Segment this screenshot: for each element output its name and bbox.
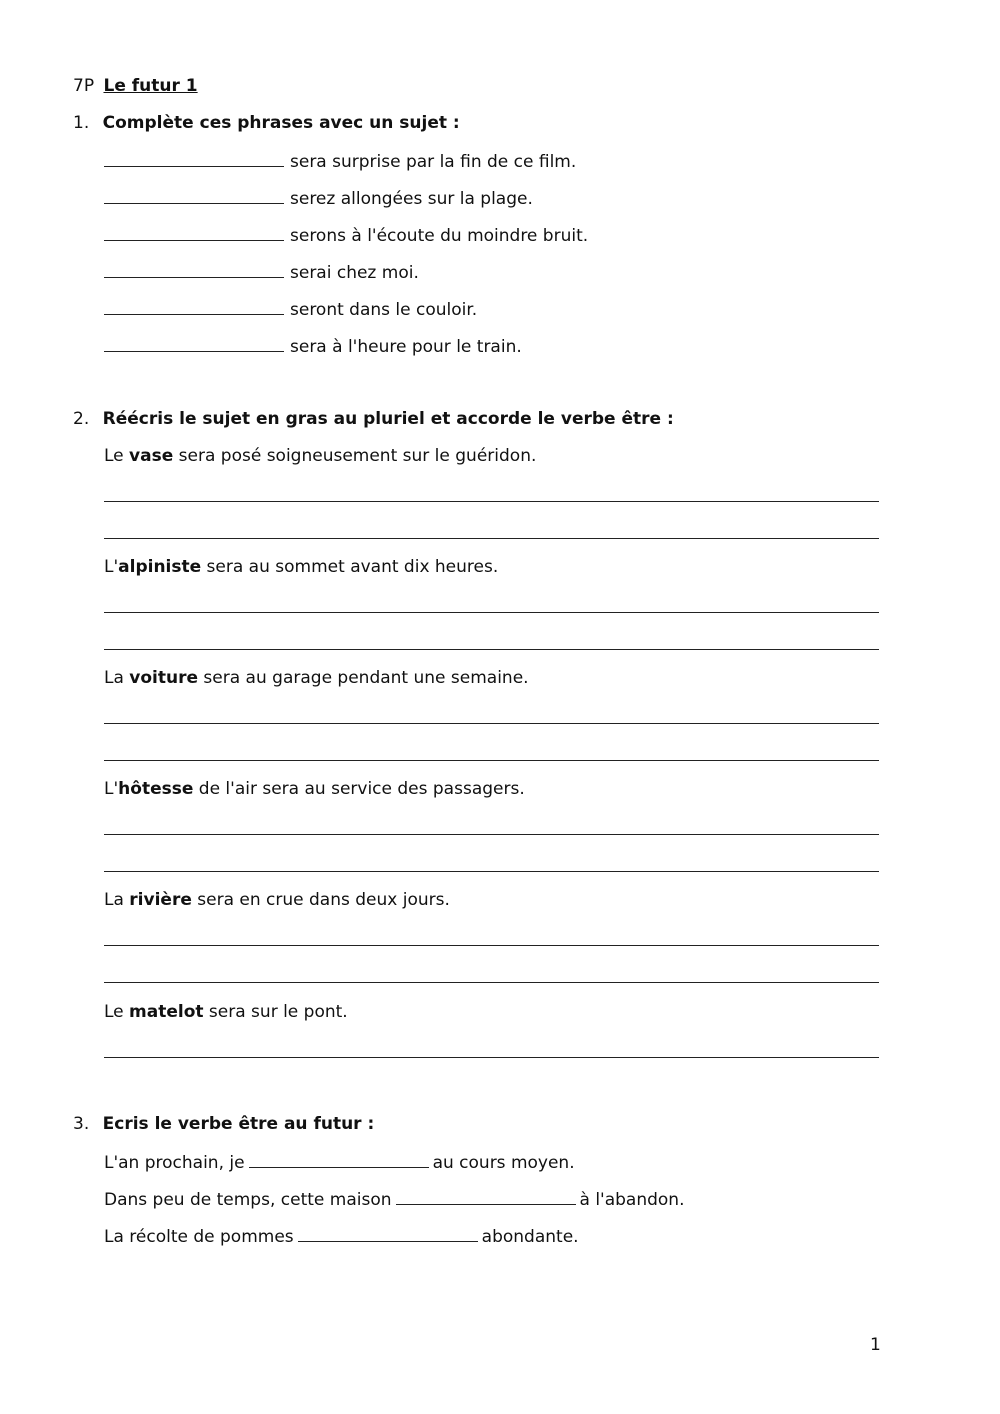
worksheet-title: Le futur 1 — [103, 76, 198, 96]
bold-subject: vase — [129, 446, 174, 466]
sentence-text: abondante. — [481, 1227, 579, 1247]
level-label: 7P — [73, 76, 95, 96]
sentence-text: seront dans le couloir. — [290, 300, 478, 320]
answer-line[interactable] — [104, 538, 879, 539]
list-item — [104, 1151, 575, 1173]
list-item — [104, 1225, 579, 1247]
answer-line[interactable] — [104, 649, 879, 650]
answer-blank[interactable] — [104, 224, 284, 241]
answer-blank[interactable] — [298, 1225, 478, 1242]
exercise-instruction: Complète ces phrases avec un sujet : — [102, 113, 460, 133]
sentence-text: Dans peu de temps, cette maison — [104, 1190, 392, 1210]
page-number: 1 — [870, 1335, 881, 1355]
exercise-3-heading — [73, 1114, 374, 1134]
answer-line[interactable] — [104, 871, 879, 872]
list-item — [104, 187, 533, 209]
sentence-riviere: La rivière sera en crue dans deux jours. — [104, 890, 450, 910]
sentence-matelot: Le matelot sera sur le pont. — [104, 1002, 348, 1022]
bold-subject: alpiniste — [118, 557, 202, 577]
sentence-text: La récolte de pommes — [104, 1227, 294, 1247]
sentence-voiture: La voiture sera au garage pendant une semaine. — [104, 668, 529, 688]
answer-blank[interactable] — [104, 261, 284, 278]
sentence-hotesse: L'hôtesse de l'air sera au service des passagers. — [104, 779, 525, 799]
sentence-text: serez allongées sur la plage. — [290, 189, 533, 209]
bold-subject: matelot — [129, 1002, 204, 1022]
sentence-text: serai chez moi. — [290, 263, 419, 283]
exercise-instruction: Réécris le sujet en gras au pluriel et accorde le verbe être : — [102, 409, 674, 429]
sentence-text: à l'abandon. — [579, 1190, 685, 1210]
exercise-number: 1. — [73, 113, 90, 133]
answer-blank[interactable] — [396, 1188, 576, 1205]
answer-blank[interactable] — [104, 298, 284, 315]
sentence-text: sera à l'heure pour le train. — [290, 337, 522, 357]
sentence-vase: Le vase sera posé soigneusement sur le guéridon. — [104, 446, 537, 466]
sentence-text: au cours moyen. — [432, 1153, 575, 1173]
list-item — [104, 298, 477, 320]
bold-subject: rivière — [129, 890, 192, 910]
answer-line[interactable] — [104, 1057, 879, 1058]
sentence-text: serons à l'écoute du moindre bruit. — [290, 226, 589, 246]
answer-line[interactable] — [104, 612, 879, 613]
answer-line[interactable] — [104, 834, 879, 835]
answer-line[interactable] — [104, 945, 879, 946]
bold-subject: hôtesse — [118, 779, 194, 799]
exercise-2-heading — [73, 409, 674, 429]
list-item — [104, 261, 419, 283]
list-item — [104, 150, 576, 172]
answer-blank[interactable] — [104, 187, 284, 204]
answer-line[interactable] — [104, 760, 879, 761]
answer-line[interactable] — [104, 982, 879, 983]
answer-line[interactable] — [104, 501, 879, 502]
worksheet-header — [73, 76, 198, 96]
bold-subject: voiture — [129, 668, 199, 688]
sentence-alpiniste: L'alpiniste sera au sommet avant dix heures. — [104, 557, 499, 577]
exercise-1-heading — [73, 113, 460, 133]
list-item — [104, 1188, 685, 1210]
sentence-text: sera surprise par la fin de ce film. — [290, 152, 577, 172]
exercise-instruction: Ecris le verbe être au futur : — [102, 1114, 375, 1134]
answer-line[interactable] — [104, 723, 879, 724]
answer-blank[interactable] — [104, 335, 284, 352]
sentence-text: L'an prochain, je — [104, 1153, 245, 1173]
answer-blank[interactable] — [249, 1151, 429, 1168]
list-item — [104, 335, 522, 357]
exercise-number: 3. — [73, 1114, 90, 1134]
answer-blank[interactable] — [104, 150, 284, 167]
list-item — [104, 224, 588, 246]
exercise-number: 2. — [73, 409, 90, 429]
